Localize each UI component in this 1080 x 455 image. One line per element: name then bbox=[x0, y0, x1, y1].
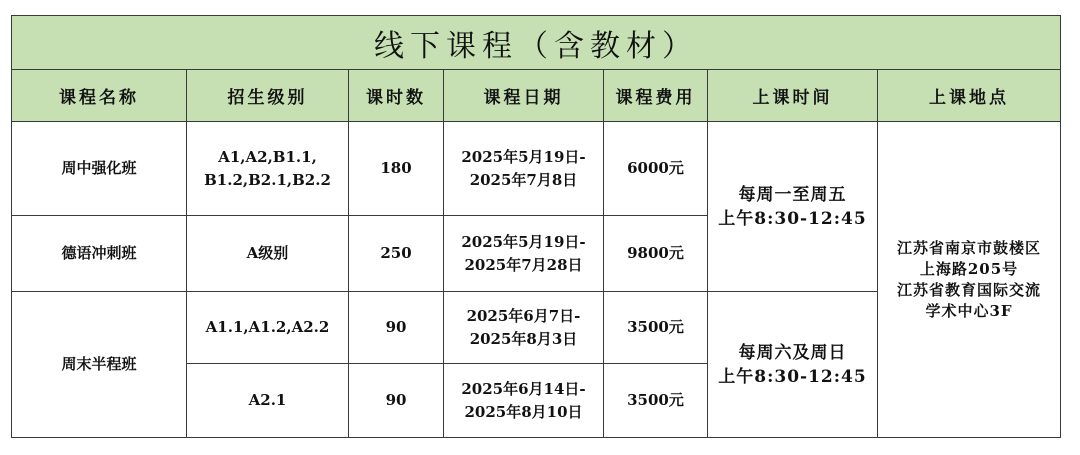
header-level: 招生级别 bbox=[187, 70, 349, 122]
course-name: 德语冲刺班 bbox=[12, 216, 187, 292]
course-date: 2025年6月14日- 2025年8月10日 bbox=[444, 364, 604, 438]
course-fee: 3500元 bbox=[604, 364, 708, 438]
course-name: 周末半程班 bbox=[12, 292, 187, 438]
table-title: 线下课程（含教材） bbox=[12, 16, 1061, 70]
course-hours: 90 bbox=[349, 364, 444, 438]
course-level: A级别 bbox=[187, 216, 349, 292]
course-table bbox=[11, 15, 1061, 438]
header-hours: 课时数 bbox=[349, 70, 444, 122]
weekend-class-time: 每周六及周日 上午8:30-12:45 bbox=[708, 292, 878, 438]
header-location: 上课地点 bbox=[878, 70, 1061, 122]
header-date: 课程日期 bbox=[444, 70, 604, 122]
course-fee: 9800元 bbox=[604, 216, 708, 292]
header-course-name: 课程名称 bbox=[12, 70, 187, 122]
course-hours: 90 bbox=[349, 292, 444, 364]
course-level: A1.1,A1.2,A2.2 bbox=[187, 292, 349, 364]
course-name: 周中强化班 bbox=[12, 122, 187, 216]
header-fee: 课程费用 bbox=[604, 70, 708, 122]
course-hours: 180 bbox=[349, 122, 444, 216]
table-row bbox=[12, 122, 1061, 216]
course-hours: 250 bbox=[349, 216, 444, 292]
course-fee: 3500元 bbox=[604, 292, 708, 364]
course-level: A2.1 bbox=[187, 364, 349, 438]
class-location: 江苏省南京市鼓楼区 上海路205号 江苏省教育国际交流 学术中心3F bbox=[878, 122, 1061, 438]
course-level: A1,A2,B1.1, B1.2,B2.1,B2.2 bbox=[187, 122, 349, 216]
course-date: 2025年5月19日- 2025年7月8日 bbox=[444, 122, 604, 216]
course-date: 2025年6月7日- 2025年8月3日 bbox=[444, 292, 604, 364]
course-date: 2025年5月19日- 2025年7月28日 bbox=[444, 216, 604, 292]
header-class-time: 上课时间 bbox=[708, 70, 878, 122]
course-fee: 6000元 bbox=[604, 122, 708, 216]
weekday-class-time: 每周一至周五 上午8:30-12:45 bbox=[708, 122, 878, 292]
